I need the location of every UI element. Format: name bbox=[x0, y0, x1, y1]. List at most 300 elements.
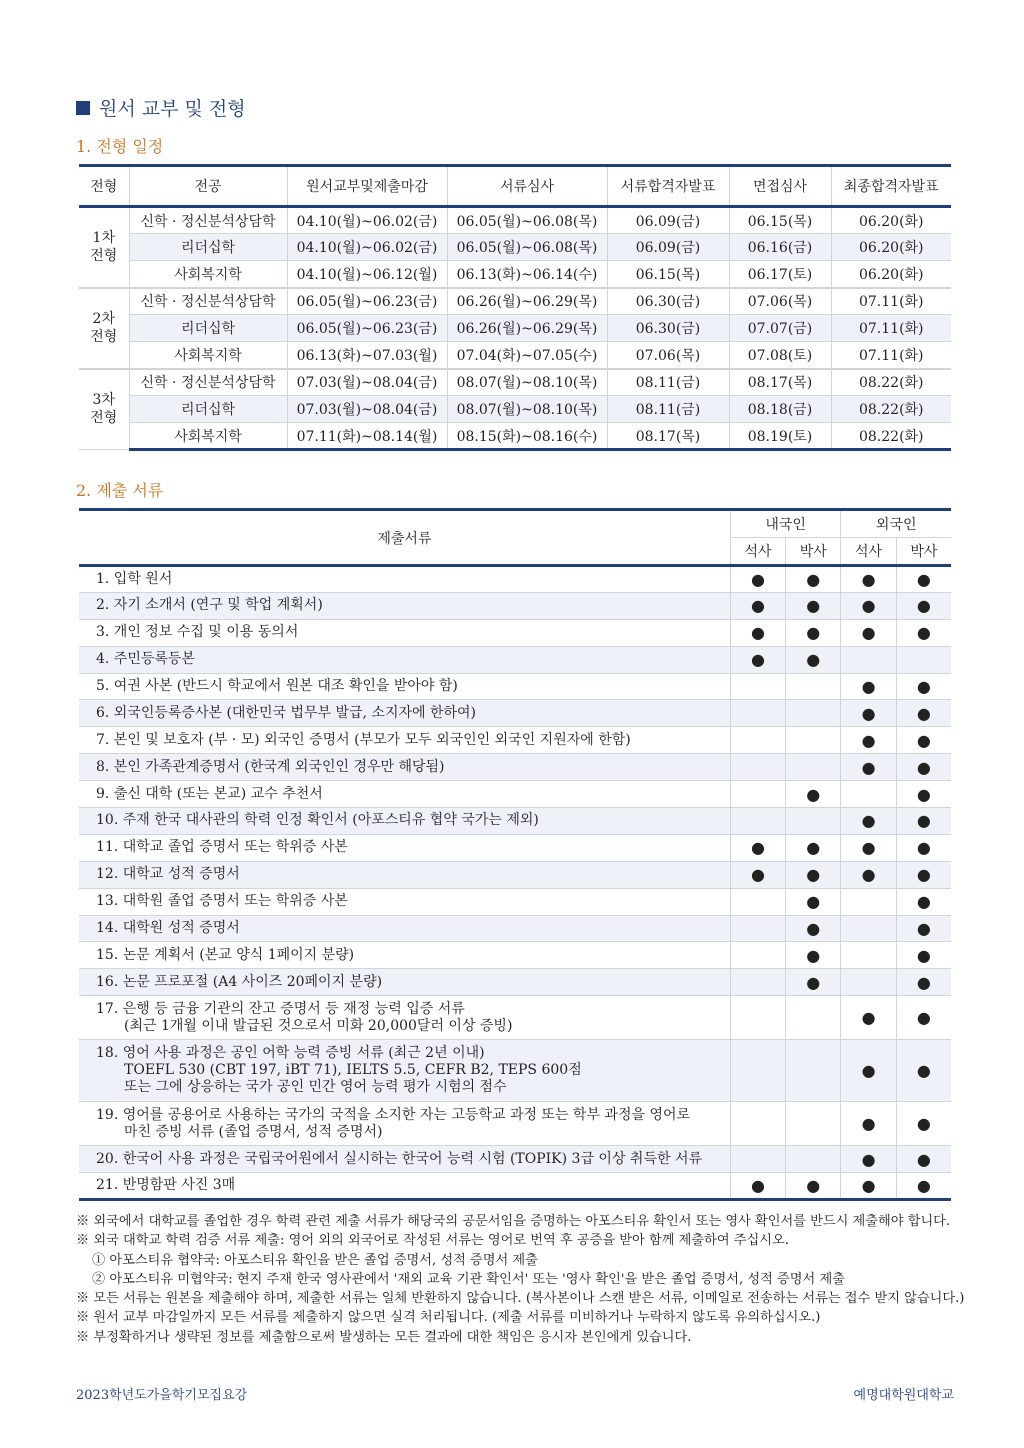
document-row bbox=[79, 646, 951, 673]
note-line: ① 아포스티유 협약국: 아포스티유 확인을 받은 졸업 증명서, 성적 증명서 제출 bbox=[92, 1252, 538, 1268]
requirement-cell bbox=[841, 566, 896, 593]
required-dot-icon: ● bbox=[861, 1114, 876, 1134]
document-name-line: 5. 여권 사본 (반드시 학교에서 원본 대조 확인을 받아야 함) bbox=[96, 678, 458, 694]
required-dot-icon: ● bbox=[916, 892, 931, 912]
foreign-doctor-header: 박사 bbox=[896, 538, 951, 566]
required-dot-icon: ● bbox=[861, 865, 876, 885]
requirement-cell bbox=[896, 700, 951, 727]
document-name-line: 9. 출신 대학 (또는 본교) 교수 추천서 bbox=[96, 785, 323, 802]
requirement-cell bbox=[896, 861, 951, 888]
requirement-cell bbox=[786, 1102, 841, 1146]
required-dot-icon: ● bbox=[916, 1008, 931, 1028]
date-cell: 07.03(월)~08.04(금) bbox=[287, 396, 447, 423]
required-dot-icon: ● bbox=[861, 1061, 876, 1081]
date-cell: 08.17(목) bbox=[607, 423, 729, 450]
stage-cell bbox=[79, 288, 129, 369]
document-name-cell bbox=[79, 754, 730, 781]
requirement-cell bbox=[786, 727, 841, 754]
document-row bbox=[79, 700, 951, 727]
requirement-cell bbox=[730, 646, 785, 673]
document-name-cell bbox=[79, 1102, 730, 1146]
document-name-line: 또는 그에 상응하는 국가 공인 민간 영어 능력 평가 시험의 점수 bbox=[124, 1079, 507, 1096]
requirement-cell bbox=[896, 1146, 951, 1173]
document-name-cell bbox=[79, 942, 730, 969]
document-name-cell bbox=[79, 861, 730, 888]
required-dot-icon: ● bbox=[916, 623, 931, 643]
date-cell: 07.06(목) bbox=[729, 288, 831, 315]
required-dot-icon: ● bbox=[806, 865, 821, 885]
schedule-header-cell: 원서교부및제출마감 bbox=[287, 166, 447, 207]
requirement-cell bbox=[896, 646, 951, 673]
note-line: ※ 부정확하거나 생략된 정보를 제출함으로써 발생하는 모든 결과에 대한 책임은 응시자 본인에게 있습니다. bbox=[76, 1329, 692, 1345]
date-cell: 06.26(월)~06.29(목) bbox=[447, 288, 607, 315]
document-name-line: 18. 영어 사용 과정은 공인 어학 능력 증빙 서류 (최근 2년 이내) bbox=[96, 1045, 485, 1062]
document-name-cell bbox=[79, 781, 730, 808]
requirement-cell bbox=[841, 754, 896, 781]
required-dot-icon: ● bbox=[751, 650, 765, 670]
requirement-cell bbox=[841, 969, 896, 996]
stage-label-line: 2차 bbox=[92, 311, 115, 327]
required-dot-icon: ● bbox=[751, 569, 765, 589]
schedule-header-row bbox=[79, 166, 951, 207]
document-row bbox=[79, 592, 951, 619]
document-name-line: 15. 논문 계획서 (본교 양식 1페이지 분량) bbox=[96, 946, 355, 963]
document-name-line: 8. 본인 가족관계증명서 (한국계 외국인인 경우만 해당됨) bbox=[96, 758, 445, 775]
required-dot-icon: ● bbox=[861, 703, 876, 723]
document-name-cell bbox=[79, 996, 730, 1040]
date-cell: 07.07(금) bbox=[729, 315, 831, 342]
requirement-cell bbox=[841, 700, 896, 727]
schedule-table bbox=[79, 164, 951, 451]
date-cell: 07.08(토) bbox=[729, 342, 831, 369]
required-dot-icon: ● bbox=[806, 919, 821, 939]
required-dot-icon: ● bbox=[916, 569, 931, 589]
date-cell: 08.18(금) bbox=[729, 396, 831, 423]
document-name-cell bbox=[79, 834, 730, 861]
document-row bbox=[79, 1102, 951, 1146]
date-cell: 07.11(화) bbox=[831, 288, 951, 315]
date-cell: 08.22(화) bbox=[831, 369, 951, 396]
required-dot-icon: ● bbox=[916, 757, 931, 777]
requirement-cell bbox=[730, 1146, 785, 1173]
document-name-line: 13. 대학원 졸업 증명서 또는 학위증 사본 bbox=[96, 893, 348, 910]
major-cell: 사회복지학 bbox=[129, 261, 287, 288]
date-cell: 08.07(월)~08.10(목) bbox=[447, 369, 607, 396]
document-row bbox=[79, 996, 951, 1040]
requirement-cell bbox=[896, 996, 951, 1040]
requirement-cell bbox=[896, 915, 951, 942]
date-cell: 08.17(목) bbox=[729, 369, 831, 396]
major-cell: 사회복지학 bbox=[129, 342, 287, 369]
documents-table bbox=[79, 508, 951, 1201]
date-cell: 08.11(금) bbox=[607, 396, 729, 423]
stage-label-line: 전형 bbox=[90, 248, 118, 265]
required-dot-icon: ● bbox=[916, 1114, 931, 1134]
major-cell: 리더십학 bbox=[129, 315, 287, 342]
date-cell: 08.11(금) bbox=[607, 369, 729, 396]
requirement-cell bbox=[841, 996, 896, 1040]
requirement-cell bbox=[786, 888, 841, 915]
document-name-cell bbox=[79, 1146, 730, 1173]
date-cell: 06.09(금) bbox=[607, 234, 729, 261]
schedule-header-cell: 서류심사 bbox=[447, 166, 607, 207]
required-dot-icon: ● bbox=[916, 730, 931, 750]
requirement-cell bbox=[730, 592, 785, 619]
required-dot-icon: ● bbox=[751, 838, 765, 858]
requirement-cell bbox=[730, 754, 785, 781]
date-cell: 06.05(월)~06.23(금) bbox=[287, 288, 447, 315]
requirement-cell bbox=[896, 619, 951, 646]
date-cell: 06.30(금) bbox=[607, 315, 729, 342]
document-name-line: 20. 한국어 사용 과정은 국립국어원에서 실시하는 한국어 능력 시험 (TOPIK) 3급 이상 취득한 서류 bbox=[96, 1150, 702, 1167]
requirement-cell bbox=[896, 969, 951, 996]
schedule-body bbox=[79, 207, 951, 450]
document-name-cell bbox=[79, 619, 730, 646]
required-dot-icon: ● bbox=[861, 838, 876, 858]
stage-label-line: 전형 bbox=[90, 410, 118, 427]
document-name-line: 3. 개인 정보 수집 및 이용 동의서 bbox=[96, 624, 299, 641]
requirement-cell bbox=[841, 592, 896, 619]
required-dot-icon: ● bbox=[806, 892, 821, 912]
requirement-cell bbox=[786, 619, 841, 646]
document-name-line: 마친 증빙 서류 (졸업 증명서, 성적 증명서) bbox=[124, 1123, 383, 1140]
requirement-cell bbox=[841, 808, 896, 835]
required-dot-icon: ● bbox=[916, 784, 931, 804]
major-cell: 신학 · 정신분석상담학 bbox=[129, 207, 287, 234]
required-dot-icon: ● bbox=[751, 865, 765, 885]
document-name-line: TOEFL 530 (CBT 197, iBT 71), IELTS 5.5, CEFR B2, TEPS 600점 bbox=[124, 1062, 582, 1079]
date-cell: 06.05(월)~06.08(목) bbox=[447, 207, 607, 234]
requirement-cell bbox=[841, 861, 896, 888]
requirement-cell bbox=[841, 727, 896, 754]
requirement-cell bbox=[786, 808, 841, 835]
requirement-cell bbox=[786, 592, 841, 619]
requirement-cell bbox=[786, 700, 841, 727]
requirement-cell bbox=[786, 1040, 841, 1102]
required-dot-icon: ● bbox=[916, 1149, 931, 1169]
square-bullet-icon bbox=[76, 101, 90, 115]
date-cell: 06.13(화)~06.14(수) bbox=[447, 261, 607, 288]
required-dot-icon: ● bbox=[806, 838, 821, 858]
document-row bbox=[79, 1040, 951, 1102]
date-cell: 08.22(화) bbox=[831, 396, 951, 423]
schedule-header-cell: 전공 bbox=[129, 166, 287, 207]
required-dot-icon: ● bbox=[751, 596, 765, 616]
requirement-cell bbox=[786, 942, 841, 969]
required-dot-icon: ● bbox=[861, 596, 876, 616]
notes-block bbox=[76, 1212, 964, 1347]
document-name-line: 17. 은행 등 금융 기관의 잔고 증명서 등 재정 능력 입증 서류 bbox=[96, 1000, 465, 1017]
requirement-cell bbox=[786, 861, 841, 888]
requirement-cell bbox=[730, 1040, 785, 1102]
required-dot-icon: ● bbox=[806, 945, 821, 965]
document-row bbox=[79, 727, 951, 754]
schedule-row bbox=[79, 396, 951, 423]
date-cell: 06.05(월)~06.23(금) bbox=[287, 315, 447, 342]
required-dot-icon: ● bbox=[916, 919, 931, 939]
requirement-cell bbox=[896, 942, 951, 969]
date-cell: 06.09(금) bbox=[607, 207, 729, 234]
requirement-cell bbox=[730, 915, 785, 942]
documents-subheading: 2. 제출 서류 bbox=[76, 481, 164, 500]
stage-label-line: 3차 bbox=[92, 392, 115, 409]
requirement-cell bbox=[896, 592, 951, 619]
document-name-cell bbox=[79, 1173, 730, 1200]
date-cell: 06.26(월)~06.29(목) bbox=[447, 315, 607, 342]
required-dot-icon: ● bbox=[806, 784, 821, 804]
requirement-cell bbox=[896, 834, 951, 861]
domestic-doctor-header: 박사 bbox=[786, 538, 841, 566]
document-name-line: 1. 입학 원서 bbox=[96, 570, 173, 587]
required-dot-icon: ● bbox=[806, 623, 821, 643]
requirement-cell bbox=[841, 673, 896, 700]
requirement-cell bbox=[841, 619, 896, 646]
document-row bbox=[79, 915, 951, 942]
required-dot-icon: ● bbox=[806, 972, 821, 992]
document-row bbox=[79, 566, 951, 593]
date-cell: 07.03(월)~08.04(금) bbox=[287, 369, 447, 396]
document-name-line: 10. 주재 한국 대사관의 학력 인정 확인서 (아포스티유 협약 국가는 제외) bbox=[96, 812, 539, 829]
requirement-cell bbox=[730, 942, 785, 969]
requirement-cell bbox=[786, 915, 841, 942]
requirement-cell bbox=[841, 888, 896, 915]
stage-cell bbox=[79, 369, 129, 450]
requirement-cell bbox=[841, 915, 896, 942]
document-name-line: 2. 자기 소개서 (연구 및 학업 계획서) bbox=[96, 597, 323, 614]
document-row bbox=[79, 781, 951, 808]
requirement-cell bbox=[730, 808, 785, 835]
document-name-cell bbox=[79, 592, 730, 619]
requirement-cell bbox=[786, 646, 841, 673]
required-dot-icon: ● bbox=[916, 865, 931, 885]
required-dot-icon: ● bbox=[916, 972, 931, 992]
requirement-cell bbox=[841, 834, 896, 861]
document-name-line: 19. 영어를 공용어로 사용하는 국가의 국적을 소지한 자는 고등학교 과정 또는 학부 과정을 영어로 bbox=[96, 1106, 691, 1123]
document-name-cell bbox=[79, 808, 730, 835]
required-dot-icon: ● bbox=[861, 730, 876, 750]
date-cell: 07.04(화)~07.05(수) bbox=[447, 342, 607, 369]
required-dot-icon: ● bbox=[806, 1176, 821, 1196]
schedule-row bbox=[79, 234, 951, 261]
date-cell: 08.15(화)~08.16(수) bbox=[447, 423, 607, 450]
required-dot-icon: ● bbox=[861, 569, 876, 589]
date-cell: 04.10(월)~06.02(금) bbox=[287, 234, 447, 261]
requirement-cell bbox=[896, 1102, 951, 1146]
requirement-cell bbox=[896, 673, 951, 700]
requirement-cell bbox=[841, 781, 896, 808]
documents-body bbox=[79, 566, 951, 1200]
document-name-cell bbox=[79, 915, 730, 942]
requirement-cell bbox=[786, 566, 841, 593]
required-dot-icon: ● bbox=[861, 623, 876, 643]
required-dot-icon: ● bbox=[861, 811, 876, 831]
schedule-subheading: 1. 전형 일정 bbox=[76, 137, 164, 156]
date-cell: 08.22(화) bbox=[831, 423, 951, 450]
requirement-cell bbox=[786, 1146, 841, 1173]
required-dot-icon: ● bbox=[916, 945, 931, 965]
note-line: ※ 원서 교부 마감일까지 모든 서류를 제출하지 않으면 실격 처리됩니다. (제출 서류를 미비하거나 누락하지 않도록 유의하십시오.) bbox=[76, 1310, 821, 1326]
document-name-line: (최근 1개월 이내 발급된 것으로서 미화 20,000달러 이상 증빙) bbox=[124, 1017, 513, 1034]
required-dot-icon: ● bbox=[861, 1149, 876, 1169]
stage-label-line: 전형 bbox=[90, 329, 118, 345]
footer-title: 2023학년도가을학기모집요강 bbox=[76, 1388, 248, 1403]
requirement-cell bbox=[896, 781, 951, 808]
document-row bbox=[79, 888, 951, 915]
schedule-row bbox=[79, 315, 951, 342]
required-dot-icon: ● bbox=[916, 811, 931, 831]
requirement-cell bbox=[730, 888, 785, 915]
required-dot-icon: ● bbox=[806, 650, 821, 670]
major-cell: 사회복지학 bbox=[129, 423, 287, 450]
schedule-row bbox=[79, 207, 951, 234]
required-dot-icon: ● bbox=[916, 838, 931, 858]
requirement-cell bbox=[730, 861, 785, 888]
requirement-cell bbox=[896, 1040, 951, 1102]
date-cell: 04.10(월)~06.02(금) bbox=[287, 207, 447, 234]
requirement-cell bbox=[841, 1173, 896, 1200]
schedule-row bbox=[79, 342, 951, 369]
schedule-header-cell: 면접심사 bbox=[729, 166, 831, 207]
major-cell: 신학 · 정신분석상담학 bbox=[129, 369, 287, 396]
document-row bbox=[79, 1146, 951, 1173]
requirement-cell bbox=[730, 619, 785, 646]
requirement-cell bbox=[786, 781, 841, 808]
note-line: ② 아포스티유 미협약국: 현지 주재 한국 영사관에서 '재외 교육 기관 확인서' 또는 '영사 확인'을 받은 졸업 증명서, 성적 증명서 제출 bbox=[92, 1271, 845, 1287]
date-cell: 07.11(화) bbox=[831, 315, 951, 342]
document-name-cell bbox=[79, 673, 730, 700]
note-line: ※ 외국에서 대학교를 졸업한 경우 학력 관련 제출 서류가 해당국의 공문서임을 증명하는 아포스티유 확인서 또는 영사 확인서를 반드시 제출해야 합니다. bbox=[76, 1214, 951, 1229]
stage-cell bbox=[79, 207, 129, 288]
document-name-cell bbox=[79, 566, 730, 593]
date-cell: 06.20(화) bbox=[831, 261, 951, 288]
document-name-cell bbox=[79, 969, 730, 996]
document-name-cell bbox=[79, 1040, 730, 1102]
document-row bbox=[79, 834, 951, 861]
requirement-cell bbox=[730, 1173, 785, 1200]
schedule-header-cell: 전형 bbox=[79, 166, 129, 207]
document-name-line: 16. 논문 프로포절 (A4 사이즈 20페이지 분량) bbox=[96, 973, 383, 990]
document-name-line: 21. 반명함판 사진 3매 bbox=[96, 1177, 236, 1194]
major-cell: 리더십학 bbox=[129, 396, 287, 423]
document-row bbox=[79, 754, 951, 781]
major-cell: 리더십학 bbox=[129, 234, 287, 261]
major-cell: 신학 · 정신분석상담학 bbox=[129, 288, 287, 315]
required-dot-icon: ● bbox=[751, 1176, 765, 1196]
date-cell: 06.17(토) bbox=[729, 261, 831, 288]
requirement-cell bbox=[730, 727, 785, 754]
requirement-cell bbox=[730, 996, 785, 1040]
requirement-cell bbox=[896, 808, 951, 835]
schedule-row bbox=[79, 288, 951, 315]
requirement-cell bbox=[896, 566, 951, 593]
required-dot-icon: ● bbox=[916, 677, 931, 696]
requirement-cell bbox=[841, 1040, 896, 1102]
date-cell: 06.20(화) bbox=[831, 207, 951, 234]
date-cell: 07.06(목) bbox=[607, 342, 729, 369]
required-dot-icon: ● bbox=[916, 703, 931, 723]
date-cell: 06.30(금) bbox=[607, 288, 729, 315]
stage-label-line: 1차 bbox=[92, 230, 115, 247]
footer-school: 예명대학원대학교 bbox=[853, 1388, 954, 1403]
document-name-cell bbox=[79, 646, 730, 673]
schedule-row bbox=[79, 261, 951, 288]
document-name-cell bbox=[79, 700, 730, 727]
document-name-line: 7. 본인 및 보호자 (부 · 모) 외국인 증명서 (부모가 모두 외국인인 외국인 지원자에 한함) bbox=[96, 731, 631, 748]
requirement-cell bbox=[786, 1173, 841, 1200]
requirement-cell bbox=[730, 834, 785, 861]
documents-title-header: 제출서류 bbox=[79, 510, 730, 566]
document-name-line: 11. 대학교 졸업 증명서 또는 학위증 사본 bbox=[96, 839, 348, 856]
domestic-master-header: 석사 bbox=[730, 538, 785, 566]
document-row bbox=[79, 942, 951, 969]
date-cell: 04.10(월)~06.12(월) bbox=[287, 261, 447, 288]
document-row bbox=[79, 969, 951, 996]
foreign-header: 외국인 bbox=[841, 510, 951, 538]
required-dot-icon: ● bbox=[861, 677, 876, 696]
date-cell: 06.05(월)~06.08(목) bbox=[447, 234, 607, 261]
requirement-cell bbox=[786, 754, 841, 781]
date-cell: 06.16(금) bbox=[729, 234, 831, 261]
requirement-cell bbox=[730, 700, 785, 727]
requirement-cell bbox=[730, 781, 785, 808]
required-dot-icon: ● bbox=[806, 596, 821, 616]
date-cell: 08.19(토) bbox=[729, 423, 831, 450]
date-cell: 07.11(화) bbox=[831, 342, 951, 369]
date-cell: 07.11(화)~08.14(월) bbox=[287, 423, 447, 450]
document-name-line: 14. 대학원 성적 증명서 bbox=[96, 920, 240, 937]
document-row bbox=[79, 619, 951, 646]
document-row bbox=[79, 673, 951, 700]
note-line: ※ 외국 대학교 학력 검증 서류 제출: 영어 외의 외국어로 작성된 서류는 영어로 번역 후 공증을 받아 함께 제출하여 주십시오. bbox=[76, 1233, 789, 1249]
document-name-cell bbox=[79, 888, 730, 915]
requirement-cell bbox=[786, 673, 841, 700]
date-cell: 06.20(화) bbox=[831, 234, 951, 261]
required-dot-icon: ● bbox=[751, 623, 765, 643]
requirement-cell bbox=[841, 646, 896, 673]
requirement-cell bbox=[841, 1102, 896, 1146]
document-row bbox=[79, 808, 951, 835]
requirement-cell bbox=[786, 969, 841, 996]
requirement-cell bbox=[841, 1146, 896, 1173]
required-dot-icon: ● bbox=[861, 1176, 876, 1196]
requirement-cell bbox=[730, 673, 785, 700]
note-line: ※ 모든 서류는 원본을 제출해야 하며, 제출한 서류는 일체 반환하지 않습니다. (복사본이나 스캔 받은 서류, 이메일로 전송하는 서류는 접수 받지 않습니다.) bbox=[76, 1291, 965, 1307]
requirement-cell bbox=[786, 996, 841, 1040]
required-dot-icon: ● bbox=[916, 596, 931, 616]
requirement-cell bbox=[896, 754, 951, 781]
document-name-line: 4. 주민등록등본 bbox=[96, 651, 195, 668]
required-dot-icon: ● bbox=[806, 569, 821, 589]
schedule-header-cell: 서류합격자발표 bbox=[607, 166, 729, 207]
requirement-cell bbox=[896, 888, 951, 915]
date-cell: 06.15(목) bbox=[729, 207, 831, 234]
date-cell: 08.07(월)~08.10(목) bbox=[447, 396, 607, 423]
section-heading-text: 원서 교부 및 전형 bbox=[99, 98, 246, 120]
document-row bbox=[79, 1173, 951, 1200]
schedule-row bbox=[79, 423, 951, 450]
required-dot-icon: ● bbox=[916, 1061, 931, 1081]
date-cell: 06.13(화)~07.03(월) bbox=[287, 342, 447, 369]
document-name-cell bbox=[79, 727, 730, 754]
foreign-master-header: 석사 bbox=[841, 538, 896, 566]
required-dot-icon: ● bbox=[861, 1008, 876, 1028]
requirement-cell bbox=[896, 727, 951, 754]
required-dot-icon: ● bbox=[916, 1176, 931, 1196]
date-cell: 06.15(목) bbox=[607, 261, 729, 288]
schedule-header-cell: 최종합격자발표 bbox=[831, 166, 951, 207]
requirement-cell bbox=[841, 942, 896, 969]
requirement-cell bbox=[730, 1102, 785, 1146]
